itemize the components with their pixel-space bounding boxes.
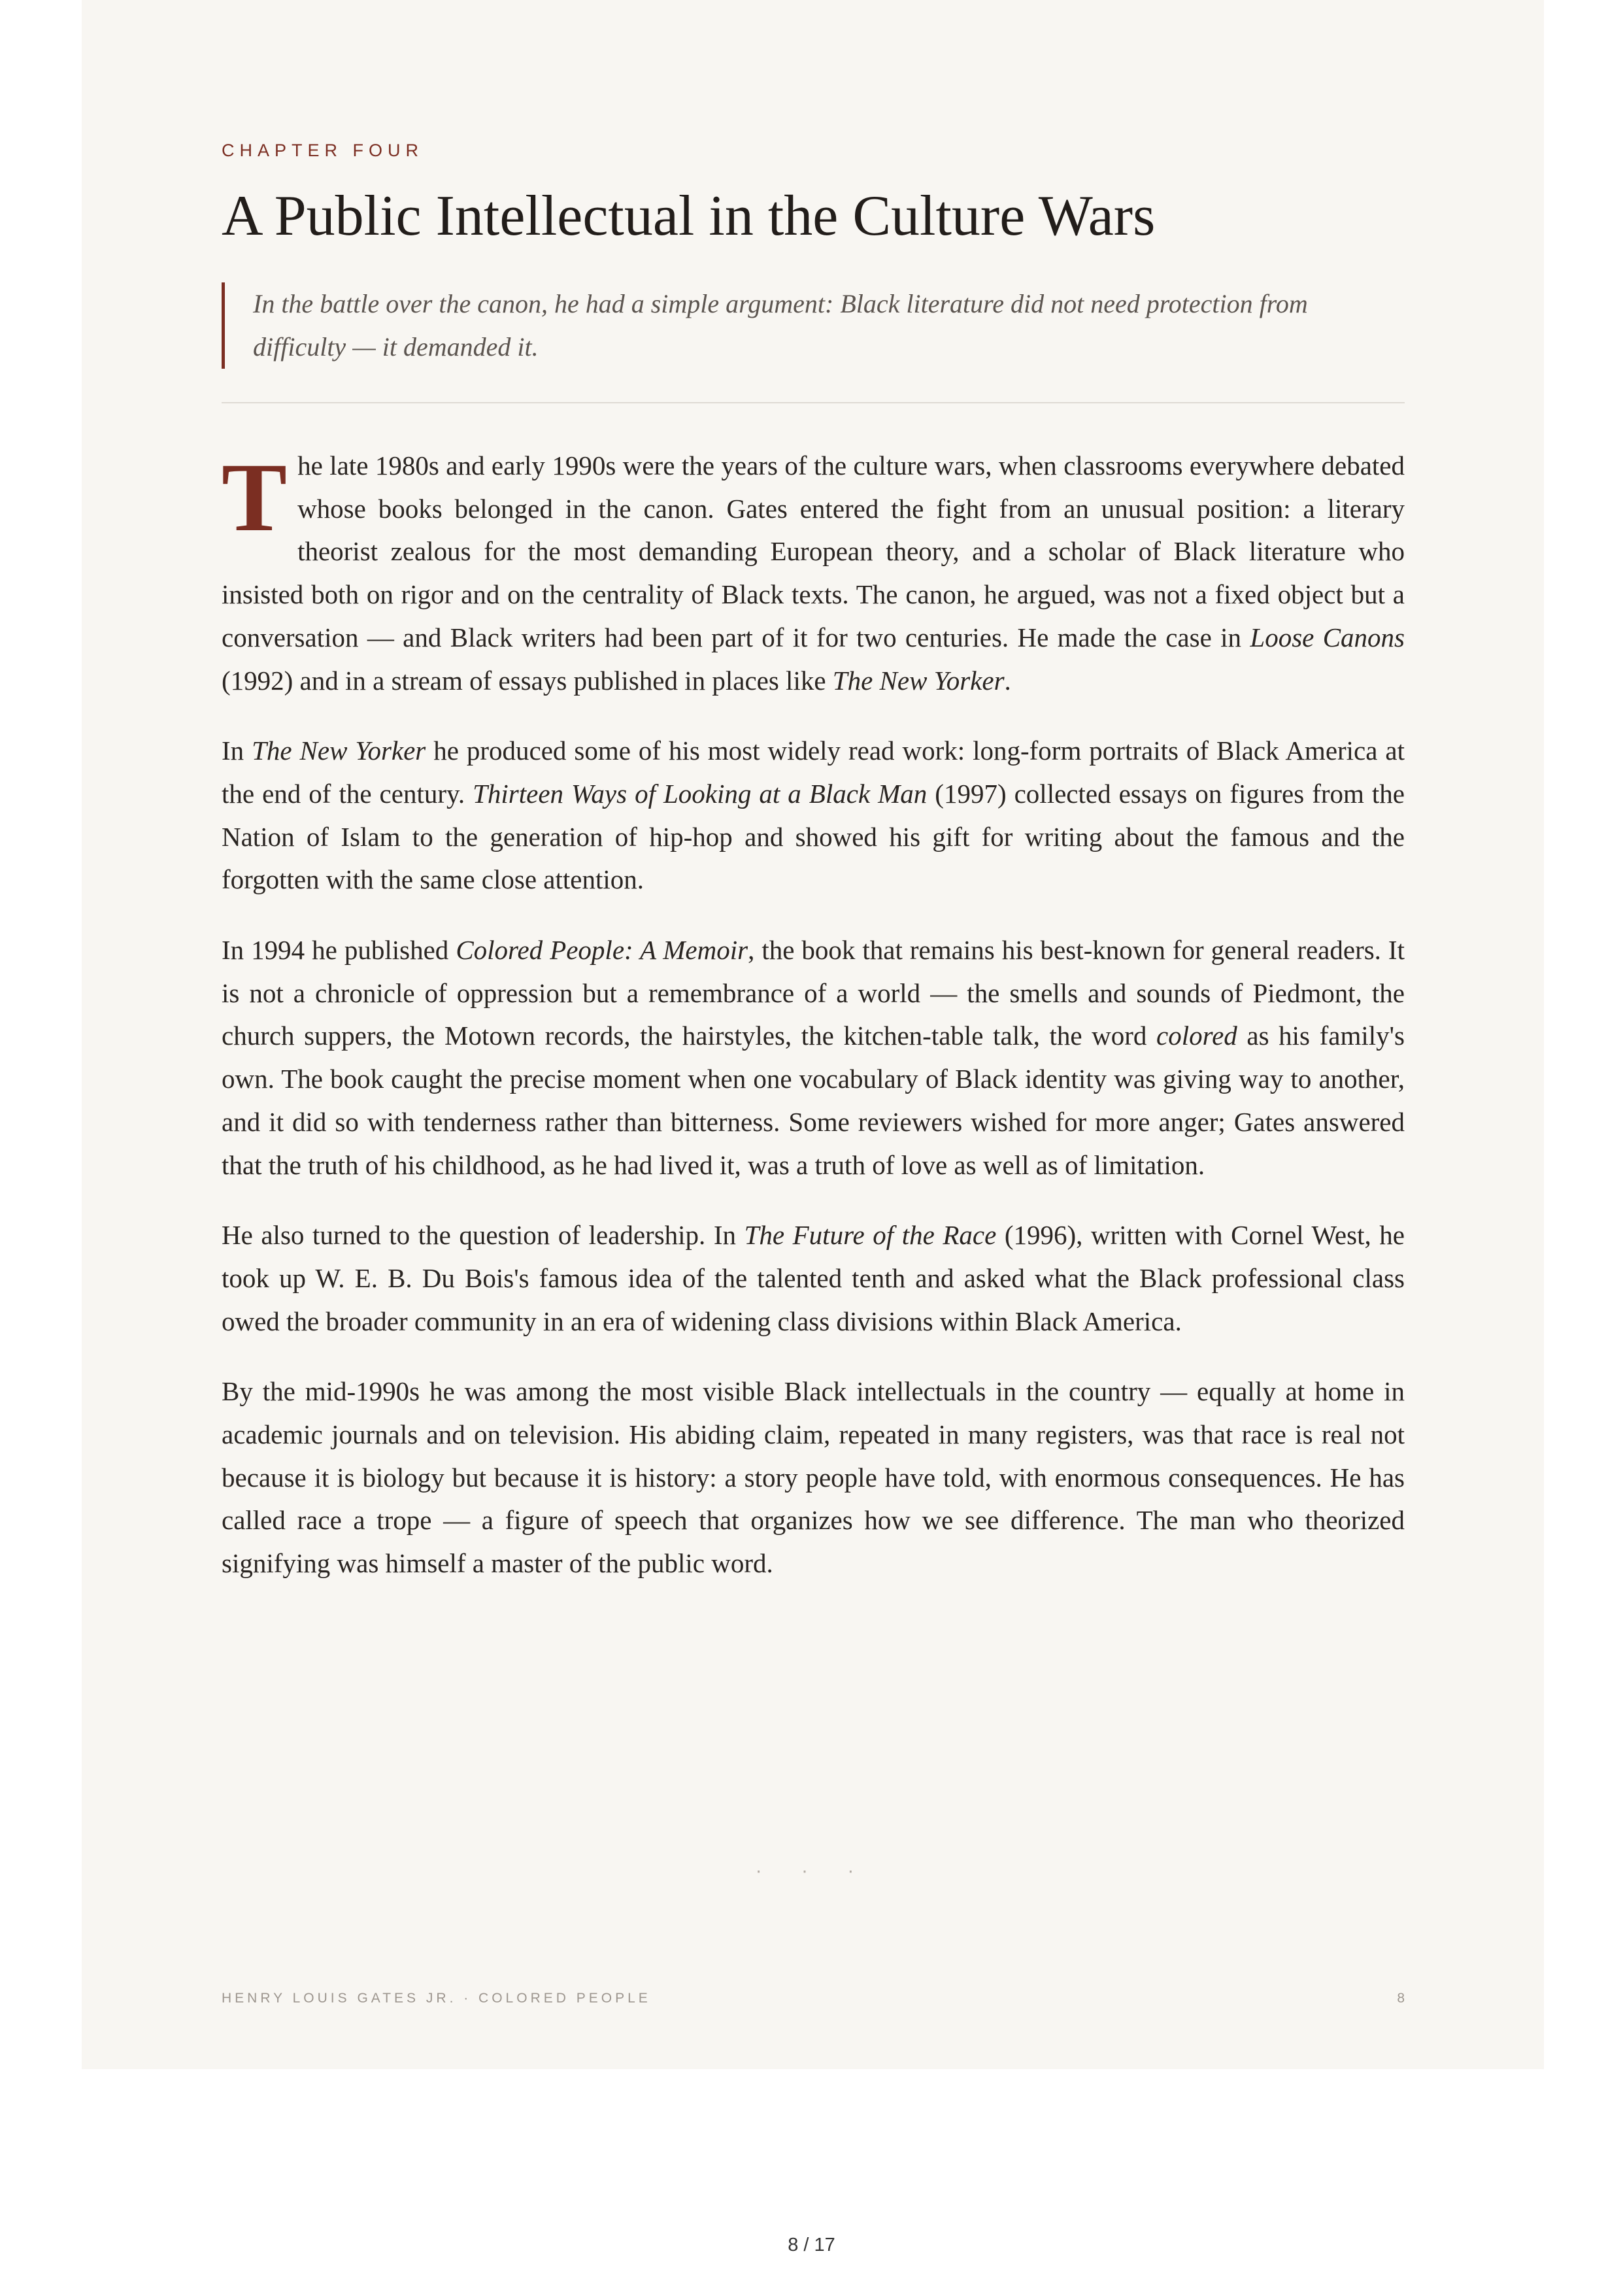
book-title: The Future of the Race (744, 1220, 997, 1251)
paragraph-text: he produced some of his most widely read work: long-form portraits of Black America at the end of the century. (222, 735, 1405, 809)
running-footer: HENRY LOUIS GATES JR. · COLORED PEOPLE (222, 1991, 651, 2006)
publication-title: The New Yorker (252, 735, 426, 766)
epigraph: In the battle over the canon, he had a simple argument: Black literature did not need protection from difficulty — it demanded it. (222, 282, 1405, 369)
paragraph-text: In (222, 735, 252, 766)
paragraph-text: as his family's own. The book caught the precise moment when one vocabulary of Black identity was giving way to another, and it did so with tenderness rather than bitterness. Some reviewers wished for more anger; Gates answered that the truth of his childhood, as he had lived it, was a truth of love as well as of limitation. (222, 1021, 1405, 1180)
book-title: Colored People: A Memoir (456, 935, 748, 966)
paragraph-text: (1992) and in a stream of essays published in places like (222, 665, 833, 696)
document-page (82, 0, 1544, 2069)
chapter-body (222, 445, 1405, 1613)
book-title: Thirteen Ways of Looking at a Black Man (473, 778, 928, 809)
publication-title: The New Yorker (832, 665, 1005, 696)
chapter-title: A Public Intellectual in the Culture Wars (222, 184, 1156, 248)
paragraph-text: He also turned to the question of leadership. In (222, 1220, 745, 1251)
drop-cap: T (222, 443, 288, 552)
divider (222, 402, 1405, 403)
viewer-page-indicator: 8 / 17 (788, 2235, 835, 2255)
paragraph-1 (222, 445, 1405, 702)
paragraph-2 (222, 730, 1405, 902)
book-title: Loose Canons (1250, 622, 1405, 652)
page-number: 8 (1397, 1991, 1405, 2006)
paragraph-5 (222, 1370, 1405, 1585)
paragraph-4 (222, 1214, 1405, 1343)
paragraph-text: he late 1980s and early 1990s were the years of the culture wars, when classrooms everywhere debated whose books belonged in the canon. Gates entered the fight from an unusual position: a literary theorist zealous for the most demanding European theory, and a scholar of Black literature who insisted both on rigor and on the centrality of Black texts. The canon, he argued, was not a fixed object but a conversation — and Black writers had been part of it for two centuries. He made the case in (222, 450, 1405, 652)
paragraph-text: , the book that remains his best-known for general readers. It is not a chronicle of oppression but a remembrance of a world — the smells and sounds of Piedmont, the church suppers, the Motown records, the hairstyles, the kitchen-table talk, the word (222, 935, 1405, 1051)
chapter-label: CHAPTER FOUR (222, 141, 424, 160)
emphasized-word: colored (1156, 1021, 1237, 1051)
section-ornament: · · · (755, 1860, 871, 1882)
paragraph-text: (1996), written with Cornel West, he took up W. E. B. Du Bois's famous idea of the talented tenth and asked what the Black professional class owed the broader community in an era of widening class divisions within Black America. (222, 1220, 1405, 1336)
paragraph-text: (1997) collected essays on figures from the Nation of Islam to the generation of hip-hop and showed his gift for writing about the famous and the forgotten with the same close attention. (222, 778, 1405, 895)
paragraph-3 (222, 929, 1405, 1187)
paragraph-text: In 1994 he published (222, 935, 456, 966)
paragraph-text: . (1004, 665, 1011, 696)
paragraph-text: By the mid-1990s he was among the most visible Black intellectuals in the country — equally at home in academic journals and on television. His abiding claim, repeated in many registers, was that race is real not because it is biology but because it is history: a story people have told, with enormous consequences. He has called race a trope — a figure of speech that organizes how we see difference. The man who theorized signifying was himself a master of the public word. (222, 1376, 1405, 1579)
